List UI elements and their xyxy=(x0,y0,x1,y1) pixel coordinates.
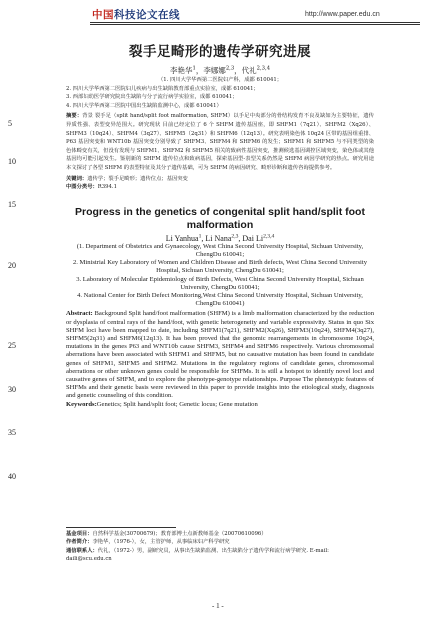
keywords-en xyxy=(66,401,374,409)
footnote-label: 通信联系人： xyxy=(66,547,98,554)
authors-en: Li Yanhua$^1$, Li Nana$^{2,3}$, Dai Li$^{2,3,4}$ xyxy=(165,233,275,243)
line-number: 20 xyxy=(8,261,16,270)
footnote-text: 李艳华，（1976-），女，主管护师，从事临床妇产科学研究 xyxy=(92,539,230,546)
abstract-en-text: Background Split hand/foot malformation (SHFM) is a limb malformation characterized by the reduction or dysplasia of central rays of the hand/foot, with genetic heterogeneity and variable expressivity. Status in quo Six SHFM loci have been mapped to date, including SHFM1(7q21), SHFM2(Xq26), SHFM3(10q24), SHFM4(3q27), SHFM5(2q31) and SHFM6(12q13). It has been proved that the genomic rearrangements in chromosome 10q24, mutations in the genes P63 and WNT10b cause SHFM3, SHFM4 and SHFM6 respectively. Various chromosomal aberrations have been associated with SHFM1 and SHFM5, but no causative mutation has been found in candidate genes of SHFM1, SHFM5 and SHFM2. Mutations in the regulatory regions of candidate genes, chromosomal aberrations or other unknown genes could be responsible for SHFMs. It is still a hotspot to identify novel loci and causative genes of SHFM, and to explore the phenotype-genotype relationships. Purpose The phenotypic features of SHFMs and their genetic basis were reviewed in this paper to provide insights into the etiological study, diagnosis and genetic counseling of this condition. xyxy=(66,310,374,400)
paper-title-en: Progress in the genetics of congenital split hand/split foot malformation xyxy=(75,205,365,231)
affiliation-line: 3. 西部妇幼医学研究院出生缺陷与分子流行病学实验室，成都 610041； xyxy=(66,94,238,101)
affiliation-line: 4. National Center for Birth Defect Monitoring,West China Second University Hospital, Sichuan University, ChengDu 610041) xyxy=(77,291,363,308)
line-number: 35 xyxy=(8,428,16,437)
author-name: 李娜娜 xyxy=(203,66,226,75)
clc-label: 中图分类号： xyxy=(66,184,98,191)
line-number: 25 xyxy=(8,341,16,350)
logo-rest-text: 科技论文在线 xyxy=(114,9,180,21)
author-name: 李艳华 xyxy=(169,66,193,75)
affiliation-line: 2. Ministrial Key Laboratory of Women and Children Disease and Birth defects, West China Second University Hospital, Sichuan University, ChengDu 610041; xyxy=(72,259,368,275)
header-rule-bottom xyxy=(90,24,420,25)
affiliation-line: 2. 四川大学华西第二医院妇儿疾病与出生缺陷教育部重点实验室，成都 610041； xyxy=(66,85,259,92)
author-name: 代礼 xyxy=(241,66,257,75)
affiliations-cn xyxy=(66,76,374,110)
keywords-en-label: Keywords: xyxy=(66,400,97,408)
logo-cn-text: 中国 xyxy=(92,9,114,21)
author-name: Li Nana xyxy=(205,233,232,243)
line-number: 15 xyxy=(8,200,16,209)
author-sup: 1 xyxy=(192,65,196,72)
page-number: - 1 - xyxy=(212,602,224,610)
paper-body xyxy=(66,30,374,409)
abstract-cn-label: 摘要： xyxy=(66,113,83,120)
abstract-en xyxy=(66,310,374,400)
affiliation-line: (1. Department of Obstetrics and Gynaecology, West China Second University Hospital, Sichuan University, ChengDu 610041; xyxy=(76,242,364,258)
keywords-cn-text: 遗传学；裂手足畸形；遗传位点；基因突变 xyxy=(87,175,188,182)
author-sup: 2,3 xyxy=(231,233,239,240)
paper-title-cn: 裂手足畸形的遗传学研究进展 xyxy=(129,44,311,60)
footnotes xyxy=(66,527,374,564)
clc-cn xyxy=(66,183,374,192)
abstract-cn-text: 背景 裂手足（split hand/split foot malformation, SHFM）以手足中央部分的骨结构发育不良及缺如为主要特征，遗传异质性强、表型变异范围大。研究现状 目前已经定位了 6 个 SHFM 遗传基因座，即 SHFM1（7q21）、SHFM2（Xq26）、SHFM3（10q24）、SHFM4（3q27）、SHFM5（2q31）和 SHFM6（12q13）。研究表明染色体 10q24 区带的基因组重排、P63 基因突变和 WNT10b 基因突变分别导致了 SHFM3、SHFM4 和 SHFM6 的发生；SHFM1 和 SHFM5 与不同类型的染色体畸变有关，但没有发现与 SHFM1、SHFM2 和 SHFM5 相关的致病性基因突变，推测候选基因调控区域突变，染色体或其他基因均可能引起发生。鉴别新的 SHFM 遗传位点和致病基因，探索基因型-表型关系仍然是 SHFM 病因学研究的热点。研究用途 本文探讨了各型 SHFM 的表型特征及其分子遗传基础，可为 SHFM 的病因研究、畸形诊断和遗传咨询提供参考。 xyxy=(66,113,374,171)
keywords-cn-label: 关键词： xyxy=(66,175,88,182)
affiliation-line: 3. Laboratory of Molecular Epidemiology of Birth Defects, West China Second University Hospital, Sichuan University, ChengDu 610041; xyxy=(76,275,364,291)
line-number: 10 xyxy=(8,157,16,166)
keywords-cn xyxy=(66,175,374,184)
affiliation-line: 4. 四川大学华西第二医院中国出生缺陷监测中心，成都 610041） xyxy=(66,102,222,109)
header-url[interactable]: http://www.paper.edu.cn xyxy=(305,11,380,18)
clc-value: R394.1 xyxy=(97,184,117,191)
author-sup: 2,3,4 xyxy=(256,65,271,72)
journal-logo xyxy=(92,7,180,22)
author-name: Dai Li xyxy=(242,233,264,243)
footnote-funding xyxy=(66,530,374,538)
affiliation-line: （1. 四川大学华西第二医院妇产科，成都 610041； xyxy=(158,77,282,83)
footnote-label: 作者简介： xyxy=(66,539,93,546)
footnote-text: 自然科学基金(30700679)；教育部博士点新教师基金（20070610096） xyxy=(92,531,267,537)
affiliations-en xyxy=(66,243,374,309)
footnote-rule xyxy=(66,527,176,528)
author-sup: 2,3 xyxy=(225,65,235,72)
line-number: 30 xyxy=(8,385,16,394)
header-rule-top xyxy=(90,22,420,23)
footnote-author-bio xyxy=(66,538,374,546)
keywords-en-text: Genetics; Split hand/split foot; Genetic locus; Gene mutation xyxy=(96,400,258,408)
author-sup: 1 xyxy=(198,233,202,240)
author-sup: 2,3,4 xyxy=(263,233,275,240)
authors-cn: 李艳华$^1$，李娜娜$^{2,3}$，代礼$^{2,3,4}$ xyxy=(169,65,271,75)
abstract-cn xyxy=(66,112,374,172)
author-name: Li Yanhua xyxy=(165,233,199,243)
line-number: 5 xyxy=(8,119,12,128)
line-number: 40 xyxy=(8,472,16,481)
footnote-label: 基金项目： xyxy=(66,531,93,537)
footnote-correspondence xyxy=(66,547,374,564)
footnote-text: 代礼，（1972-）男，副研究员，从事出生缺陷监测、出生缺陷分子遗传学和流行病学研究. E-mail: daili@scu.edu.cn xyxy=(66,547,329,563)
abstract-en-label: Abstract: xyxy=(66,310,93,318)
